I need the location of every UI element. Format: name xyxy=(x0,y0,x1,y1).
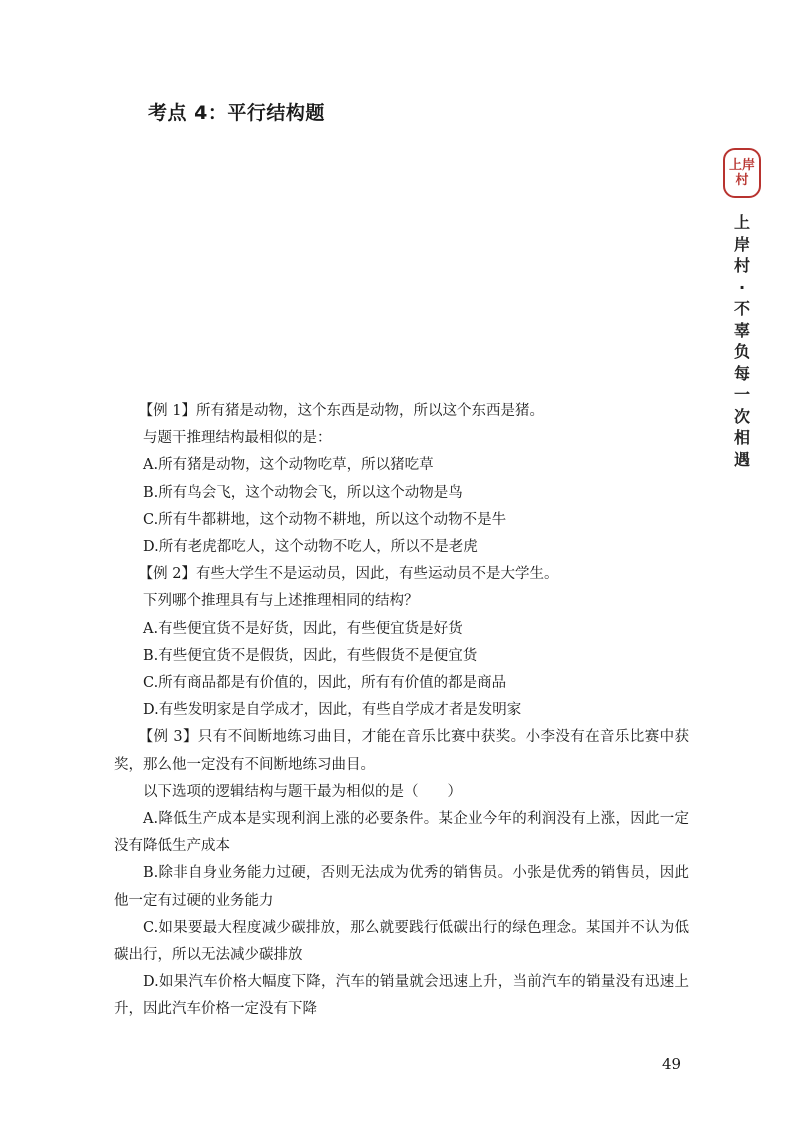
example-1-option-b: B.所有鸟会飞，这个动物会飞，所以这个动物是鸟 xyxy=(143,484,463,501)
example-3-option-a: A.降低生产成本是实现利润上涨的必要条件。某企业今年的利润没有上涨，因此一定没有降低生产成本 xyxy=(114,811,689,855)
example-3-option-c: C.如果要最大程度减少碳排放，那么就要践行低碳出行的绿色理念。某国并不认为低碳出行，所以无法减少碳排放 xyxy=(114,919,689,964)
examples-content xyxy=(114,398,689,1024)
example-3-option-b: B.除非自身业务能力过硬，否则无法成为优秀的销售员。小张是优秀的销售员，因此他一定有过硬的业务能力 xyxy=(114,865,689,909)
example-3-prompt: 以下选项的逻辑结构与题干最为相似的是（ ） xyxy=(143,783,462,800)
example-2-option-c: C.所有商品都是有价值的，因此，所有有价值的都是商品 xyxy=(143,675,507,692)
example-3-option-d: D.如果汽车价格大幅度下降，汽车的销量就会迅速上升，当前汽车的销量没有迅速上升，因此汽车价格一定没有下降 xyxy=(114,974,689,1018)
vertical-slogan: 上岸村·不辜负每一次相遇 xyxy=(733,213,750,469)
example-1-prompt: 与题干推理结构最相似的是： xyxy=(143,430,332,447)
example-3-question: 【例 3】只有不间断地练习曲目，才能在音乐比赛中获奖。小李没有在音乐比赛中获奖，那么他一定没有不间断地练习曲目。 xyxy=(114,729,689,773)
page-number: 49 xyxy=(662,1055,682,1073)
example-1-option-a: A.所有猪是动物，这个动物吃草，所以猪吃草 xyxy=(143,457,434,474)
example-1-option-d: D.所有老虎都吃人，这个动物不吃人，所以不是老虎 xyxy=(143,539,478,556)
seal-text-bottom: 村 xyxy=(735,173,749,188)
brand-seal-logo xyxy=(723,148,761,198)
example-1-option-c: C.所有牛都耕地，这个动物不耕地，所以这个动物不是牛 xyxy=(143,511,507,528)
example-1-question: 【例 1】所有猪是动物，这个东西是动物，所以这个东西是猪。 xyxy=(138,403,544,419)
example-2-option-a: A.有些便宜货不是好货，因此，有些便宜货是好货 xyxy=(143,620,463,637)
seal-text-top: 上岸 xyxy=(728,158,755,173)
side-brand xyxy=(722,148,762,470)
example-2-option-b: B.有些便宜货不是假货，因此，有些假货不是便宜货 xyxy=(143,647,478,664)
example-2-prompt: 下列哪个推理具有与上述推理相同的结构？ xyxy=(143,593,419,610)
section-title: 考点 4：平行结构题 xyxy=(148,102,325,124)
example-2-option-d: D.有些发明家是自学成才，因此，有些自学成才者是发明家 xyxy=(143,702,522,719)
example-2-question: 【例 2】有些大学生不是运动员，因此，有些运动员不是大学生。 xyxy=(138,566,559,583)
